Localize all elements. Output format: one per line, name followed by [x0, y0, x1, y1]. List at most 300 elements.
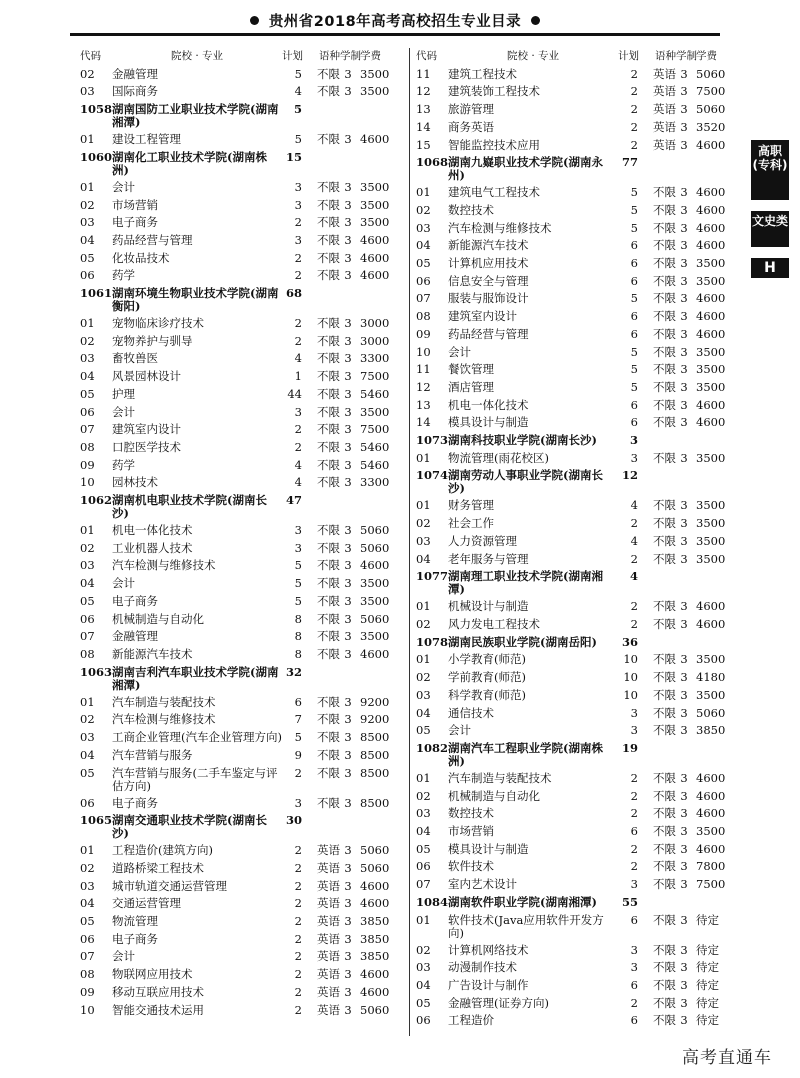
cell-code: 1062: [80, 493, 113, 508]
cell-code: 02: [80, 66, 95, 81]
cell-name: 药品经营与管理: [112, 232, 193, 247]
cell-name: 会计: [448, 723, 471, 738]
cell-years: 3: [344, 984, 352, 999]
cell-name: 学前教育(师范): [448, 670, 526, 685]
cell-plan: 2: [630, 551, 638, 566]
cell-lang: 不限: [317, 404, 340, 419]
header-lang: 语种: [319, 50, 340, 62]
cell-name: 湖南化工职业技术学院(湖南株洲): [112, 149, 267, 177]
cell-years: 3: [344, 333, 352, 348]
cell-lang: 不限: [653, 551, 676, 566]
cell-lang: 不限: [653, 326, 676, 341]
cell-plan: 2: [630, 806, 638, 821]
cell-name: 数控技术: [448, 806, 494, 821]
cell-code: 09: [80, 457, 95, 472]
cell-code: 01: [80, 132, 95, 147]
cell-plan: 8: [294, 646, 302, 661]
cell-code: 02: [416, 516, 431, 531]
cell-code: 02: [80, 860, 95, 875]
cell-fee: 3850: [360, 949, 390, 964]
cell-lang: 不限: [317, 611, 340, 626]
cell-lang: 英语: [317, 984, 340, 999]
cell-plan: 2: [294, 422, 302, 437]
cell-name: 软件技术(Java应用软件开发方向): [448, 912, 604, 940]
cell-years: 3: [344, 747, 352, 762]
cell-code: 03: [80, 351, 95, 366]
cell-years: 3: [680, 273, 688, 288]
cell-code: 03: [80, 84, 95, 99]
cell-name: 湖南九嶷职业技术学院(湖南永州): [448, 155, 603, 183]
cell-lang: 英语: [317, 1002, 340, 1017]
cell-fee: 4600: [360, 232, 390, 247]
major-row: [80, 611, 402, 629]
major-row: [416, 344, 738, 362]
major-row: [80, 439, 402, 457]
cell-years: 3: [680, 723, 688, 738]
cell-years: 3: [680, 397, 688, 412]
major-row: [80, 333, 402, 351]
cell-code: 05: [80, 386, 95, 401]
right-column: [416, 48, 738, 1030]
cell-lang: 英语: [317, 878, 340, 893]
cell-years: 3: [344, 694, 352, 709]
school-row: [80, 149, 402, 179]
cell-code: 07: [80, 949, 95, 964]
cell-name: 畜牧兽医: [112, 351, 158, 366]
cell-lang: 不限: [317, 730, 340, 745]
cell-fee: 3500: [696, 652, 726, 667]
major-row: [416, 651, 738, 669]
cell-plan: 5: [294, 593, 302, 608]
cell-fee: 3300: [360, 475, 390, 490]
cell-code: 05: [416, 995, 431, 1010]
cell-fee: 5460: [360, 439, 390, 454]
cell-plan: 6: [630, 238, 638, 253]
cell-fee: 4600: [696, 326, 726, 341]
cell-lang: [302, 664, 340, 694]
cell-fee: 4600: [360, 878, 390, 893]
cell-lang: 不限: [653, 770, 676, 785]
cell-code: 03: [416, 220, 431, 235]
cell-name: 金融管理(证券方向): [448, 995, 549, 1010]
cell-name: 会计: [112, 404, 135, 419]
cell-name: 汽车检测与维修技术: [112, 712, 216, 727]
header-fee: 学费: [360, 50, 381, 62]
column-divider: [409, 48, 410, 1036]
cell-name: 移动互联应用技术: [112, 984, 204, 999]
cell-lang: [638, 634, 676, 652]
major-row: [416, 805, 738, 823]
cell-lang: 不限: [317, 333, 340, 348]
cell-years: 3: [680, 185, 688, 200]
cell-code: 07: [416, 877, 431, 892]
major-row: [80, 83, 402, 101]
cell-fee: 4600: [696, 137, 726, 152]
cell-lang: 英语: [317, 967, 340, 982]
school-row: [416, 740, 738, 770]
cell-name: 建筑工程技术: [448, 66, 517, 81]
cell-code: 01: [416, 599, 431, 614]
cell-name: 湖南汽车工程职业学院(湖南株洲): [448, 740, 603, 768]
column-header-row: [80, 48, 402, 66]
major-row: [80, 931, 402, 949]
major-row: [416, 598, 738, 616]
cell-years: 3: [344, 1002, 352, 1017]
cell-name: 金融管理: [112, 629, 158, 644]
cell-plan: 2: [294, 316, 302, 331]
cell-fee: 待定: [696, 995, 719, 1010]
cell-years: 3: [344, 457, 352, 472]
cell-code: 06: [80, 268, 95, 283]
cell-plan: 5: [294, 730, 302, 745]
cell-years: 3: [680, 806, 688, 821]
cell-code: 04: [416, 551, 431, 566]
cell-fee: 3500: [360, 629, 390, 644]
cell-plan: 15: [285, 149, 302, 164]
cell-code: 01: [416, 498, 431, 513]
cell-years: 3: [344, 860, 352, 875]
cell-years: 3: [680, 516, 688, 531]
cell-code: 09: [80, 984, 95, 999]
cell-name: 国际商务: [112, 84, 158, 99]
cell-lang: 不限: [317, 475, 340, 490]
cell-code: 01: [80, 694, 95, 709]
major-row: [416, 255, 738, 273]
cell-fee: 3000: [360, 316, 390, 331]
cell-lang: 不限: [653, 450, 676, 465]
cell-plan: 2: [294, 439, 302, 454]
cell-years: [340, 492, 356, 522]
cell-fee: 4600: [360, 984, 390, 999]
cell-years: [340, 101, 356, 131]
cell-code: 07: [80, 422, 95, 437]
cell-code: 10: [80, 1002, 95, 1017]
cell-lang: 不限: [653, 670, 676, 685]
cell-plan: 3: [294, 540, 302, 555]
cell-code: 05: [416, 256, 431, 271]
cell-name: 机电一体化技术: [448, 397, 529, 412]
cell-years: 3: [680, 788, 688, 803]
cell-lang: 不限: [653, 273, 676, 288]
major-row: [80, 628, 402, 646]
cell-name: 会计: [448, 344, 471, 359]
cell-fee: 8500: [360, 795, 390, 810]
cell-years: 3: [344, 84, 352, 99]
cell-lang: 不限: [317, 316, 340, 331]
major-row: [80, 948, 402, 966]
cell-fee: 4600: [360, 268, 390, 283]
cell-name: 湖南交通职业技术学院(湖南长沙): [112, 813, 267, 841]
cell-years: 3: [344, 250, 352, 265]
major-row: [416, 1012, 738, 1030]
cell-fee: 7500: [696, 84, 726, 99]
cell-years: 3: [344, 369, 352, 384]
cell-code: 05: [416, 723, 431, 738]
cell-lang: 不限: [653, 806, 676, 821]
cell-plan: 2: [630, 995, 638, 1010]
cell-years: 3: [680, 202, 688, 217]
page-title-text: 贵州省2018年高考高校招生专业目录: [268, 14, 522, 30]
cell-name: 会计: [112, 949, 135, 964]
cell-years: 3: [344, 351, 352, 366]
cell-name: 宠物养护与驯导: [112, 333, 193, 348]
cell-lang: [638, 894, 676, 912]
cell-years: 3: [344, 404, 352, 419]
cell-lang: 不限: [653, 859, 676, 874]
cell-fee: 4600: [696, 616, 726, 631]
cell-code: 02: [416, 788, 431, 803]
cell-lang: 不限: [653, 977, 676, 992]
cell-plan: 5: [294, 576, 302, 591]
cell-plan: 5: [630, 185, 638, 200]
major-row: [80, 131, 402, 149]
cell-years: 3: [344, 896, 352, 911]
cell-code: 13: [416, 102, 431, 117]
cell-years: 3: [680, 652, 688, 667]
right-rows: [416, 66, 738, 1030]
cell-plan: 4: [294, 457, 302, 472]
cell-plan: 4: [294, 475, 302, 490]
cell-fee: 待定: [696, 977, 719, 992]
major-row: [80, 842, 402, 860]
cell-name: 化妆品技术: [112, 250, 170, 265]
cell-lang: 不限: [317, 747, 340, 762]
school-row: [416, 568, 738, 598]
header-years: 学制: [676, 50, 697, 62]
cell-fee: 4600: [696, 415, 726, 430]
cell-name: 财务管理: [448, 498, 494, 513]
cell-name: 旅游管理: [448, 102, 494, 117]
cell-code: 03: [80, 215, 95, 230]
cell-plan: 6: [630, 1013, 638, 1028]
major-row: [416, 977, 738, 995]
cell-name: 室内艺术设计: [448, 877, 517, 892]
header-rule: [70, 33, 720, 36]
cell-lang: 不限: [317, 576, 340, 591]
cell-name: 服装与服饰设计: [448, 291, 529, 306]
major-row: [80, 878, 402, 896]
cell-code: 02: [80, 712, 95, 727]
cell-name: 护理: [112, 386, 135, 401]
cell-plan: 10: [623, 687, 638, 702]
cell-code: 04: [416, 824, 431, 839]
cell-code: 1073: [416, 433, 449, 448]
cell-plan: 6: [630, 256, 638, 271]
cell-years: [676, 634, 692, 652]
major-row: [416, 788, 738, 806]
cell-fee: 3500: [696, 687, 726, 702]
cell-years: 3: [344, 386, 352, 401]
cell-name: 科学教育(师范): [448, 687, 526, 702]
major-row: [416, 942, 738, 960]
cell-code: 11: [416, 362, 431, 377]
cell-plan: 5: [630, 291, 638, 306]
cell-years: [340, 149, 356, 179]
cell-years: [676, 740, 692, 770]
cell-plan: 8: [294, 629, 302, 644]
cell-code: 1074: [416, 468, 449, 483]
cell-years: 3: [680, 238, 688, 253]
cell-years: [340, 664, 356, 694]
cell-name: 药品经营与管理: [448, 326, 529, 341]
major-row: [80, 593, 402, 611]
cell-years: 3: [680, 415, 688, 430]
cell-fee: 7500: [696, 877, 726, 892]
cell-fee: 3500: [696, 824, 726, 839]
cell-name: 湖南劳动人事职业学院(湖南长沙): [448, 468, 603, 496]
cell-name: 机械设计与制造: [448, 599, 529, 614]
cell-code: 03: [416, 806, 431, 821]
cell-fee: 5060: [360, 860, 390, 875]
cell-code: 10: [416, 344, 431, 359]
cell-years: 3: [344, 843, 352, 858]
cell-name: 物流管理: [112, 914, 158, 929]
cell-lang: 不限: [317, 197, 340, 212]
cell-lang: 不限: [653, 498, 676, 513]
school-row: [80, 664, 402, 694]
cell-lang: 不限: [653, 533, 676, 548]
cell-name: 物联网应用技术: [112, 967, 193, 982]
cell-name: 交通运营管理: [112, 896, 181, 911]
cell-code: 11: [416, 66, 431, 81]
cell-lang: 英语: [317, 843, 340, 858]
cell-plan: 2: [294, 896, 302, 911]
cell-code: 01: [416, 652, 431, 667]
cell-fee: 3500: [696, 498, 726, 513]
cell-plan: 5: [294, 66, 302, 81]
cell-plan: 2: [294, 860, 302, 875]
cell-fee: 5060: [696, 66, 726, 81]
cell-code: 08: [80, 439, 95, 454]
major-row: [416, 770, 738, 788]
cell-plan: 6: [630, 273, 638, 288]
major-row: [416, 379, 738, 397]
cell-code: 01: [80, 316, 95, 331]
cell-fee: [356, 492, 402, 522]
cell-code: 01: [416, 912, 431, 927]
major-row: [416, 450, 738, 468]
cell-plan: 4: [629, 569, 638, 584]
cell-code: 13: [416, 397, 431, 412]
cell-years: 3: [680, 533, 688, 548]
cell-plan: 2: [630, 770, 638, 785]
cell-plan: 6: [630, 824, 638, 839]
major-row: [416, 237, 738, 255]
major-row: [416, 119, 738, 137]
cell-fee: 9200: [360, 694, 390, 709]
cell-fee: 3500: [696, 551, 726, 566]
cell-lang: 不限: [653, 220, 676, 235]
major-row: [416, 515, 738, 533]
cell-lang: 英语: [653, 137, 676, 152]
cell-lang: 不限: [653, 960, 676, 975]
cell-plan: 2: [294, 949, 302, 964]
cell-plan: 19: [621, 740, 638, 755]
cell-plan: 7: [294, 712, 302, 727]
cell-code: 04: [80, 232, 95, 247]
cell-name: 工商企业管理(汽车企业管理方向): [112, 730, 282, 745]
cell-name: 数控技术: [448, 202, 494, 217]
cell-fee: 3500: [696, 533, 726, 548]
cell-fee: 8500: [360, 730, 390, 745]
cell-lang: 不限: [317, 351, 340, 366]
cell-fee: 7800: [696, 859, 726, 874]
cell-years: [676, 154, 692, 184]
cell-plan: 2: [294, 931, 302, 946]
major-row: [80, 350, 402, 368]
major-row: [80, 474, 402, 492]
major-row: [416, 202, 738, 220]
cell-fee: 4600: [360, 558, 390, 573]
cell-fee: [692, 634, 738, 652]
major-row: [416, 66, 738, 84]
cell-fee: 待定: [696, 912, 719, 927]
cell-plan: 2: [294, 984, 302, 999]
cell-code: 09: [416, 326, 431, 341]
major-row: [416, 101, 738, 119]
cell-years: 3: [680, 687, 688, 702]
cell-fee: 5060: [360, 540, 390, 555]
cell-lang: 英语: [317, 931, 340, 946]
cell-fee: 待定: [696, 942, 719, 957]
left-column: [80, 48, 402, 1019]
cell-fee: 5060: [360, 843, 390, 858]
cell-plan: 5: [630, 202, 638, 217]
cell-plan: 2: [294, 333, 302, 348]
major-row: [416, 722, 738, 740]
cell-code: 1082: [416, 740, 449, 755]
cell-lang: 不限: [317, 179, 340, 194]
cell-fee: 4600: [696, 185, 726, 200]
major-row: [80, 522, 402, 540]
cell-fee: 3500: [696, 362, 726, 377]
cell-lang: 英语: [317, 896, 340, 911]
major-row: [416, 361, 738, 379]
cell-fee: 3500: [696, 450, 726, 465]
cell-lang: 不限: [317, 369, 340, 384]
left-rows: [80, 66, 402, 1020]
cell-lang: 不限: [317, 250, 340, 265]
cell-years: [676, 467, 692, 497]
cell-name: 金融管理: [112, 66, 158, 81]
cell-code: 08: [80, 967, 95, 982]
cell-name: 通信技术: [448, 705, 494, 720]
cell-lang: 不限: [317, 439, 340, 454]
cell-years: 3: [680, 102, 688, 117]
cell-fee: 5060: [696, 705, 726, 720]
cell-fee: 3300: [360, 351, 390, 366]
school-row: [80, 101, 402, 131]
cell-name: 风景园林设计: [112, 369, 181, 384]
cell-fee: 3500: [360, 593, 390, 608]
cell-name: 新能源汽车技术: [112, 646, 193, 661]
cell-name: 汽车制造与装配技术: [112, 694, 216, 709]
cell-lang: 不限: [653, 185, 676, 200]
header-lang: 语种: [655, 50, 676, 62]
header-fee: 学费: [696, 50, 717, 62]
cell-years: [340, 285, 356, 315]
cell-plan: 2: [630, 84, 638, 99]
cell-plan: 5: [630, 379, 638, 394]
cell-plan: 68: [285, 286, 302, 301]
cell-lang: 英语: [653, 66, 676, 81]
cell-years: [676, 568, 692, 598]
cell-fee: 3500: [360, 179, 390, 194]
cell-plan: 3: [294, 197, 302, 212]
cell-plan: 36: [621, 634, 638, 649]
major-row: [416, 326, 738, 344]
cell-name: 广告设计与制作: [448, 977, 529, 992]
